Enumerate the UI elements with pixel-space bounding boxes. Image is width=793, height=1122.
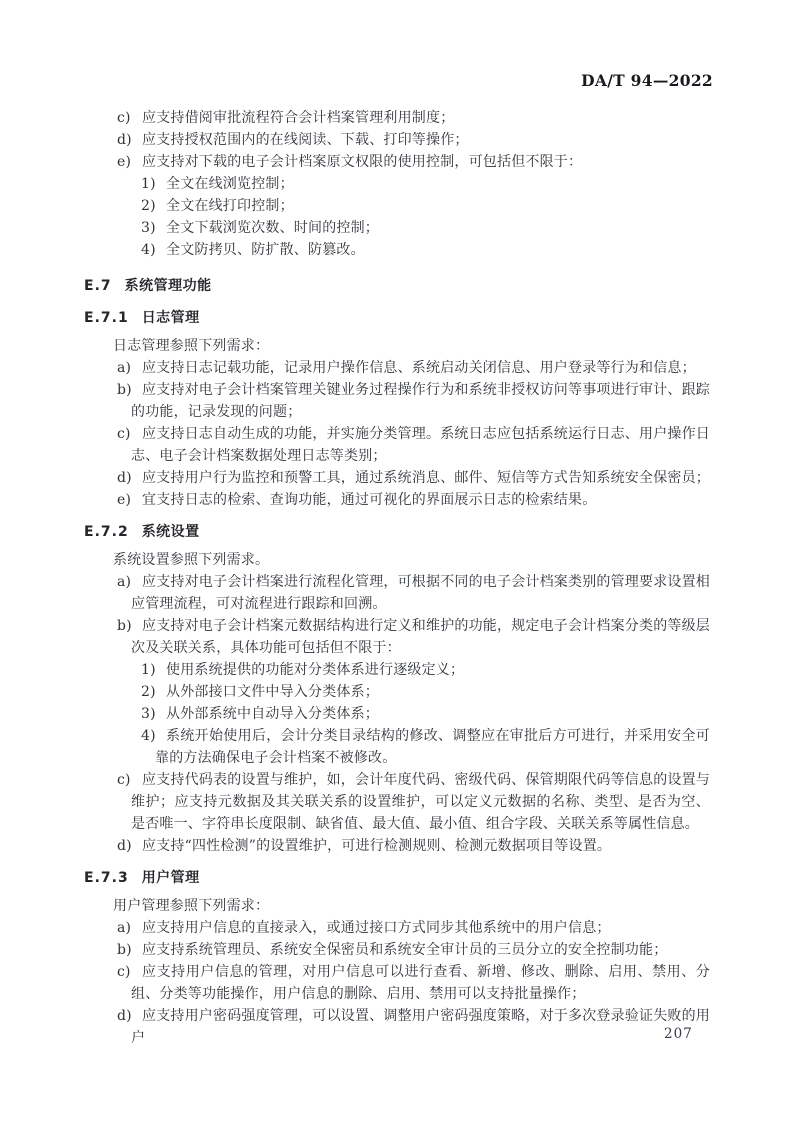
- list-subitem-label: 1): [141, 176, 156, 192]
- header-doc-code: DA/T 94—2022: [581, 71, 713, 90]
- list-subitem: [84, 725, 710, 769]
- list-item-label: c): [117, 426, 131, 442]
- list-item: [84, 615, 710, 659]
- intro-paragraph: 日志管理参照下列需求：: [113, 338, 270, 354]
- list-item-text: 应支持借阅审批流程符合会计档案管理利用制度；: [142, 110, 455, 126]
- list-item: [84, 917, 710, 939]
- list-item: [84, 939, 710, 961]
- list-item-text: 应支持代码表的设置与维护，如，会计年度代码、密级代码、保管期限代码等信息的设置与维护；应支持元数据及其关联关系的设置维护，可以定义元数据的名称、类型、是否为空、是否唯一、字符串长度限制、缺省值、最大值、最小值、组合字段、关联关系等属性信息。: [131, 772, 710, 832]
- list-subitem: [84, 217, 710, 239]
- list-subitem: [84, 703, 710, 725]
- list-item-text: 应支持“四性检测”的设置维护，可进行检测规则、检测元数据项目等设置。: [142, 838, 612, 854]
- list-item-text: 应支持系统管理员、系统安全保密员和系统安全审计员的三员分立的安全控制功能；: [142, 942, 668, 958]
- list-item-label: a): [117, 574, 132, 590]
- list-subitem-label: 2): [141, 684, 156, 700]
- list-item: [84, 357, 710, 379]
- list-subitem-label: 4): [141, 728, 156, 744]
- section-title: 日志管理: [141, 310, 200, 326]
- list-item-label: d): [117, 838, 132, 854]
- list-item: [84, 379, 710, 423]
- list-item-text: 应支持对电子会计档案进行流程化管理，可根据不同的电子会计档案类别的管理要求设置相应管理流程，可对流程进行跟踪和回溯。: [131, 574, 710, 612]
- list-item-text: 宜支持日志的检索、查询功能，通过可视化的界面展示日志的检索结果。: [142, 492, 597, 508]
- section-number: E.7.1: [84, 310, 129, 326]
- list-item: [84, 129, 710, 151]
- list-item-label: c): [117, 110, 131, 126]
- section-number: E.7.3: [84, 870, 129, 886]
- list-item-text: 应支持用户信息的管理，对用户信息可以进行查看、新增、修改、删除、启用、禁用、分组、分类等功能操作，用户信息的删除、启用、禁用可以支持批量操作；: [131, 964, 710, 1002]
- list-item-text: 应支持对电子会计档案元数据结构进行定义和维护的功能，规定电子会计档案分类的等级层次及关联关系，具体功能可包括但不限于：: [131, 618, 710, 656]
- section-heading-e71: [84, 297, 710, 335]
- list-item-label: a): [117, 920, 132, 936]
- list-item: [84, 769, 710, 835]
- list-subitem-label: 1): [141, 662, 156, 678]
- list-subitem: [84, 239, 710, 261]
- list-subitem: [84, 195, 710, 217]
- list-subitem: [84, 681, 710, 703]
- list-subitem-label: 3): [141, 706, 156, 722]
- section-heading-e73: [84, 857, 710, 895]
- list-item: [84, 151, 710, 173]
- document-content: [84, 107, 710, 1049]
- list-item-text: 应支持日志记载功能，记录用户操作信息、系统启动关闭信息、用户登录等行为和信息；: [142, 360, 696, 376]
- list-subitem-text: 全文下载浏览次数、时间的控制；: [166, 220, 379, 236]
- list-item-text: 应支持授权范围内的在线阅读、下载、打印等操作；: [142, 132, 469, 148]
- list-subitem-text: 全文防拷贝、防扩散、防篡改。: [166, 242, 365, 258]
- intro-paragraph: 用户管理参照下列需求：: [113, 898, 270, 914]
- list-item: [84, 423, 710, 467]
- list-item: [84, 467, 710, 489]
- list-item-text: 应支持用户行为监控和预警工具，通过系统消息、邮件、短信等方式告知系统安全保密员；: [142, 470, 710, 486]
- list-item-label: b): [117, 382, 132, 398]
- list-subitem-text: 从外部接口文件中导入分类体系；: [166, 684, 379, 700]
- list-subitem: [84, 173, 710, 195]
- list-item-label: d): [117, 470, 132, 486]
- list-subitem-label: 2): [141, 198, 156, 214]
- section-title: 系统设置: [141, 524, 200, 540]
- list-item-label: e): [117, 154, 132, 170]
- list-item-label: e): [117, 492, 132, 508]
- list-subitem-text: 使用系统提供的功能对分类体系进行逐级定义；: [166, 662, 465, 678]
- list-item: [84, 107, 710, 129]
- list-subitem-text: 全文在线打印控制；: [166, 198, 294, 214]
- list-item-label: d): [117, 132, 132, 148]
- section-number: E.7.2: [84, 524, 129, 540]
- list-subitem-text: 从外部系统中自动导入分类体系；: [166, 706, 379, 722]
- section-number: E.7: [84, 278, 112, 294]
- list-item-label: b): [117, 618, 132, 634]
- list-item-label: b): [117, 942, 132, 958]
- list-subitem-text: 全文在线浏览控制；: [166, 176, 294, 192]
- list-item-text: 应支持对下载的电子会计档案原文权限的使用控制，可包括但不限于：: [142, 154, 583, 170]
- list-item: [84, 571, 710, 615]
- page-number: 207: [664, 1026, 693, 1042]
- section-title: 用户管理: [141, 870, 200, 886]
- list-item: [84, 835, 710, 857]
- list-item-label: c): [117, 772, 131, 788]
- list-item-text: 应支持用户密码强度管理，可以设置、调整用户密码强度策略，对于多次登录验证失败的用户: [131, 1008, 710, 1046]
- list-item: [84, 489, 710, 511]
- list-item-text: 应支持日志自动生成的功能，并实施分类管理。系统日志应包括系统运行日志、用户操作日志、电子会计档案数据处理日志等类别；: [131, 426, 710, 464]
- list-item-label: d): [117, 1008, 132, 1024]
- section-title: 系统管理功能: [124, 278, 212, 294]
- list-item-label: c): [117, 964, 131, 980]
- list-item-text: 应支持用户信息的直接录入，或通过接口方式同步其他系统中的用户信息；: [142, 920, 611, 936]
- list-item: [84, 961, 710, 1005]
- list-item-text: 应支持对电子会计档案管理关键业务过程操作行为和系统非授权访问等事项进行审计、跟踪的功能，记录发现的问题；: [131, 382, 710, 420]
- list-subitem: [84, 659, 710, 681]
- intro-paragraph: 系统设置参照下列需求。: [113, 552, 270, 568]
- section-heading-e72: [84, 511, 710, 549]
- section-heading-e7: [84, 261, 710, 297]
- list-subitem-text: 系统开始使用后，会计分类目录结构的修改、调整应在审批后方可进行，并采用安全可靠的方法确保电子会计档案不被修改。: [155, 728, 710, 766]
- list-subitem-label: 4): [141, 242, 156, 258]
- list-item-label: a): [117, 360, 132, 376]
- list-subitem-label: 3): [141, 220, 156, 236]
- list-item: [84, 1005, 710, 1049]
